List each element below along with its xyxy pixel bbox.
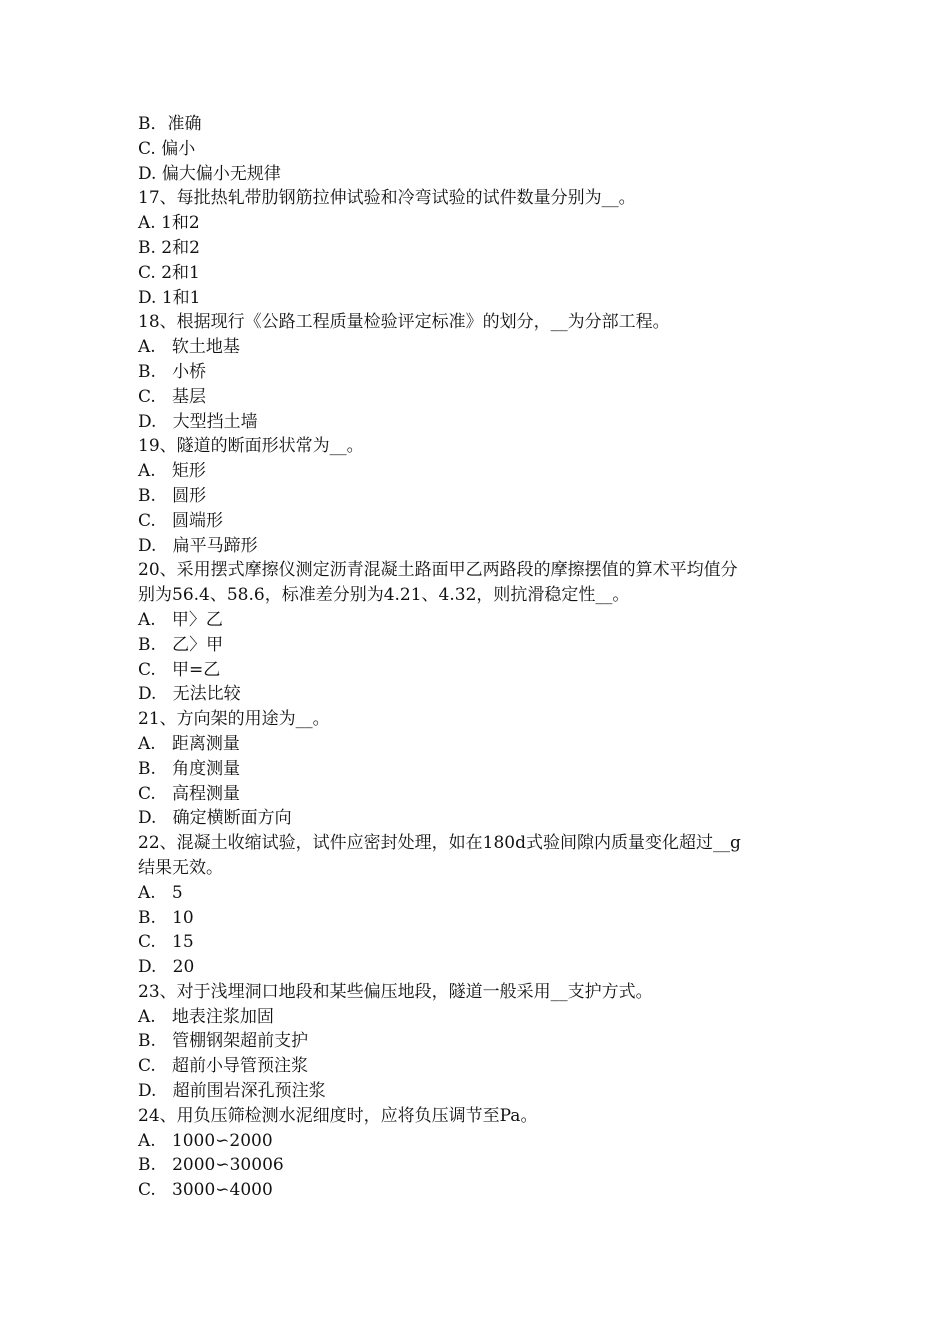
question-22-continued: 结果无效。: [138, 857, 223, 878]
option-line: C. 甲=乙: [138, 659, 221, 680]
option-line: A. 地表注浆加固: [138, 1006, 274, 1027]
question-18: 18、根据现行《公路工程质量检验评定标准》的划分，__为分部工程。: [138, 312, 670, 333]
option-line: A. 1和2: [138, 213, 200, 234]
question-19: 19、隧道的断面形状常为__。: [138, 436, 364, 457]
option-line: D. 无法比较: [138, 684, 241, 705]
question-22: 22、混凝土收缩试验，试件应密封处理，如在180d式验间隙内质量变化超过__g: [138, 833, 741, 854]
option-line: A. 距离测量: [138, 733, 240, 754]
question-17: 17、每批热轧带肋钢筋拉伸试验和冷弯试验的试件数量分别为__。: [138, 188, 636, 209]
option-line: A. 矩形: [138, 461, 206, 482]
option-line: D. 确定横断面方向: [138, 808, 292, 829]
option-line: D. 超前围岩深孔预注浆: [138, 1081, 326, 1102]
option-line: C. 高程测量: [138, 783, 241, 804]
question-20-continued: 别为56.4、58.6，标准差分别为4.21、4.32，则抗滑稳定性__。: [138, 585, 630, 606]
option-line: A. 1000∽2000: [138, 1130, 273, 1151]
option-line: B. 小桥: [138, 361, 207, 382]
option-line: C. 3000∽4000: [138, 1180, 273, 1201]
option-line: B．准确: [138, 114, 202, 134]
option-line: C. 基层: [138, 386, 207, 407]
option-line: A. 甲〉乙: [138, 609, 223, 630]
question-20: 20、采用摆式摩擦仪测定沥青混凝土路面甲乙两路段的摩擦摆值的算术平均值分: [138, 560, 738, 581]
option-line: C. 15: [138, 932, 194, 953]
option-line: B. 10: [138, 907, 194, 928]
option-line: B. 乙〉甲: [138, 634, 224, 655]
question-23: 23、对于浅埋洞口地段和某些偏压地段，隧道一般采用__支护方式。: [138, 981, 653, 1002]
option-line: B. 角度测量: [138, 758, 241, 779]
option-line: A. 5: [138, 882, 183, 903]
option-line: D. 大型挡土墙: [138, 411, 258, 432]
option-line: B. 圆形: [138, 485, 207, 506]
question-21: 21、方向架的用途为__。: [138, 709, 330, 730]
option-line: C. 2和1: [138, 262, 200, 283]
option-line: B. 2000∽30006: [138, 1155, 284, 1176]
option-line: D. 偏大偏小无规律: [138, 163, 281, 184]
option-line: D. 1和1: [138, 287, 201, 308]
question-24: 24、用负压筛检测水泥细度时，应将负压调节至Pa。: [138, 1105, 538, 1126]
option-line: D. 扁平马蹄形: [138, 535, 258, 556]
option-line: B. 管棚钢架超前支护: [138, 1031, 309, 1052]
option-line: C. 超前小导管预注浆: [138, 1056, 309, 1077]
option-line: B. 2和2: [138, 237, 200, 258]
option-line: C. 偏小: [138, 138, 196, 159]
document-body: [138, 112, 818, 1203]
option-line: A. 软土地基: [138, 337, 240, 358]
option-line: C. 圆端形: [138, 510, 224, 531]
option-line: D. 20: [138, 957, 195, 978]
